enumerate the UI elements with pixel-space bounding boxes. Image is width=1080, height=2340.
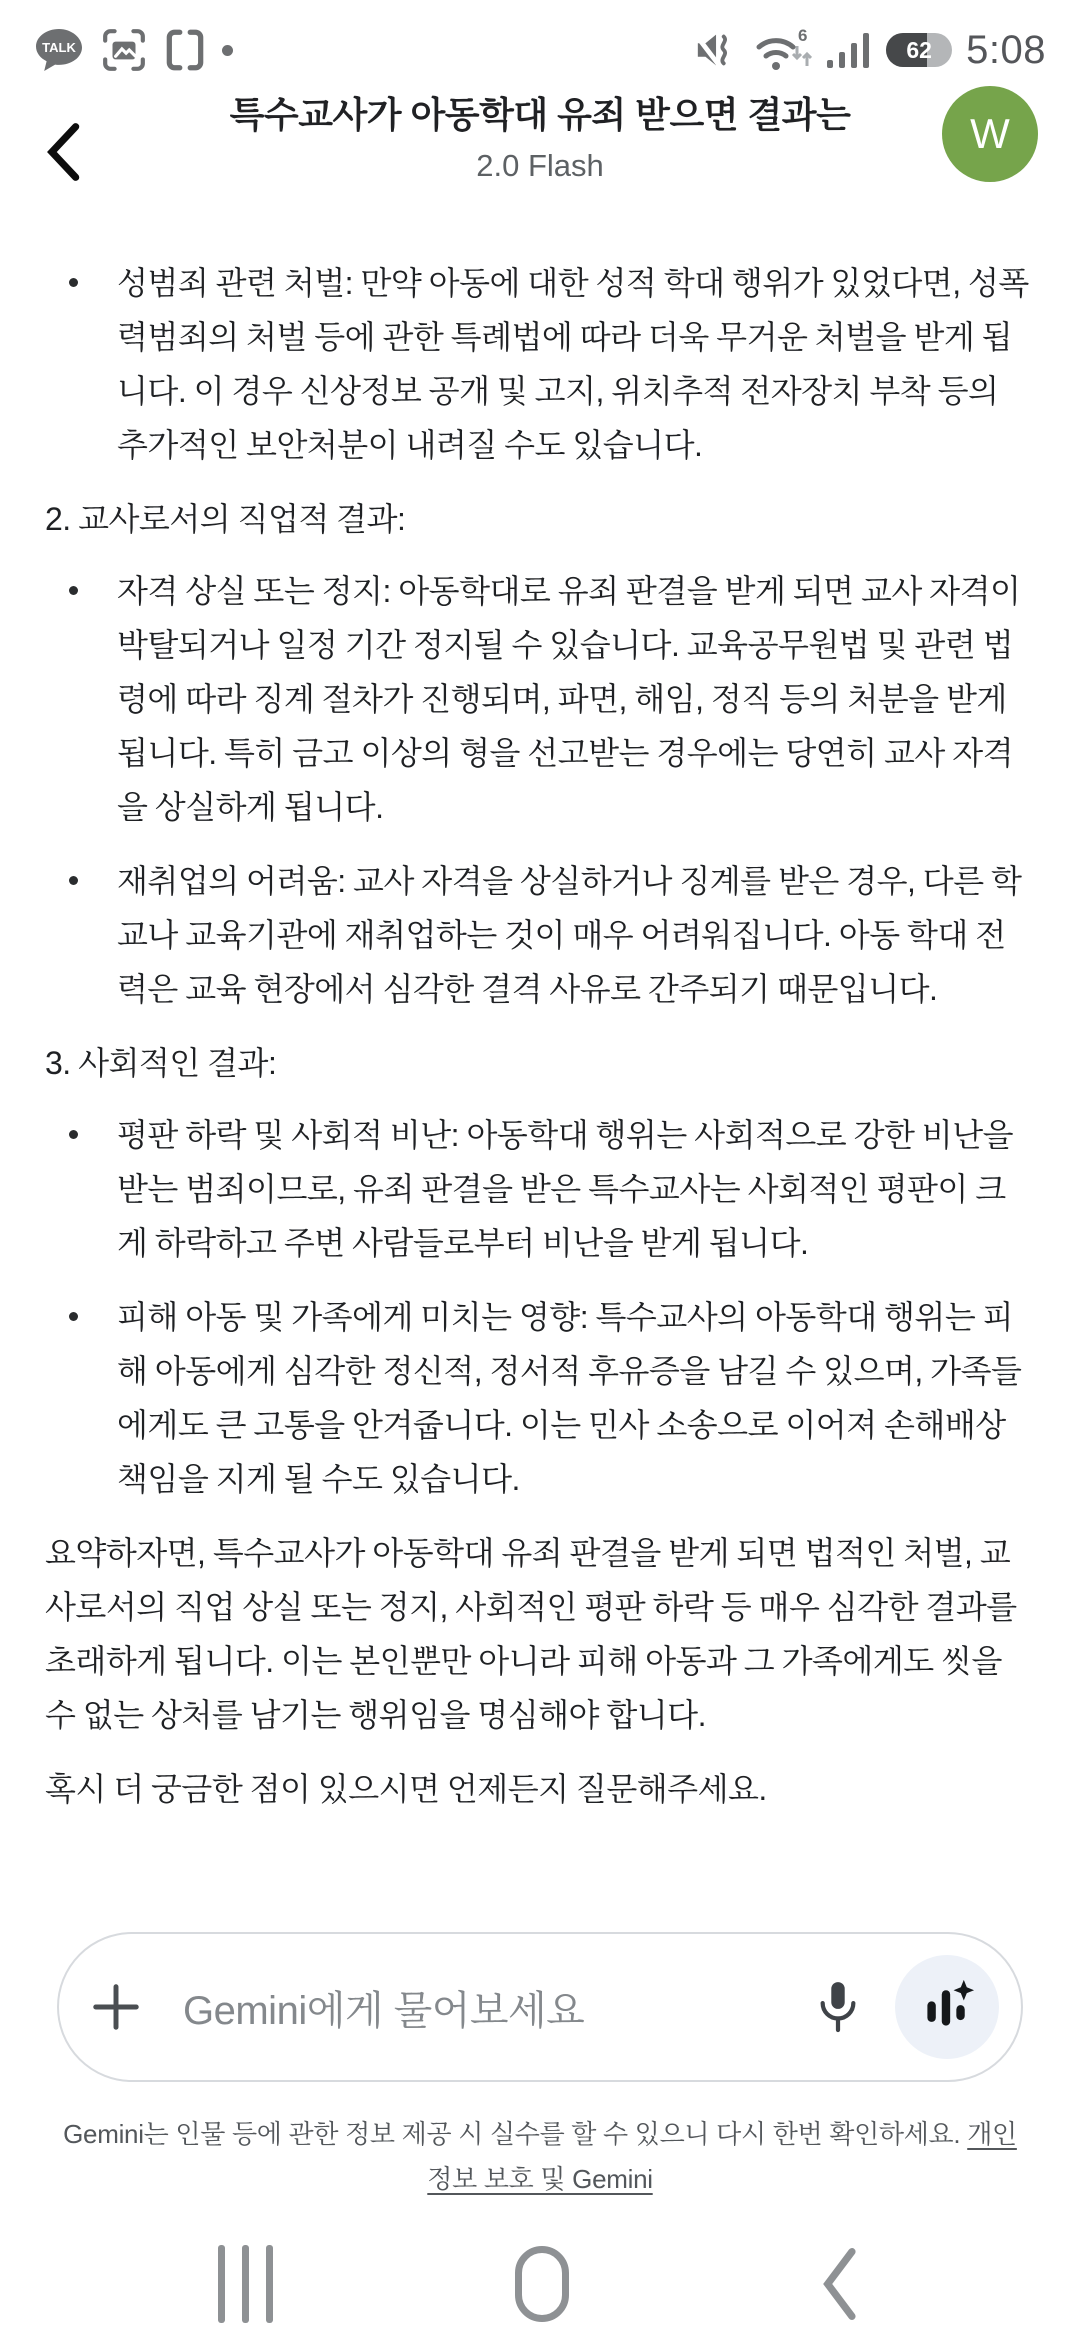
list-item: 재취업의 어려움: 교사 자격을 상실하거나 징계를 받은 경우, 다른 학교나 교육기관에 재취업하는 것이 매우 어려워집니다. 아동 학대 전력은 교육 현장에서 심각한 결격 사유로 간주되기 때문입니다.: [45, 854, 1035, 1016]
prompt-input-bar[interactable]: [57, 1932, 1023, 2082]
list-item: 자격 상실 또는 정지: 아동학대로 유죄 판결을 받게 되면 교사 자격이 박탈되거나 일정 기간 정지될 수 있습니다. 교육공무원법 및 관련 법령에 따라 징계 절차가 진행되며, 파면, 해임, 정직 등의 처분을 받게 됩니다. 특히 금고 이상의 형을 선고받는 경우에는 당연히 교사 자격을 상실하게 됩니다.: [45, 564, 1035, 834]
microphone-button[interactable]: [813, 1978, 863, 2036]
list-item: 평판 하락 및 사회적 비난: 아동학대 행위는 사회적으로 강한 비난을 받는 범죄이므로, 유죄 판결을 받은 특수교사는 사회적인 평판이 크게 하락하고 주변 사람들로부터 비난을 받게 됩니다.: [45, 1108, 1035, 1270]
system-navigation-bar: [0, 2232, 1080, 2336]
section-heading: 3. 사회적인 결과:: [45, 1045, 277, 1081]
clock: 5:08: [966, 27, 1046, 72]
signal-strength-icon: [826, 29, 872, 71]
plus-icon: [89, 1980, 143, 2034]
wifi-6-icon: [754, 26, 812, 74]
summary-paragraph: 요약하자면, 특수교사가 아동학대 유죄 판결을 받게 되면 법적인 처벌, 교사로서의 직업 상실 또는 정지, 사회적인 평판 하락 등 매우 심각한 결과를 초래하게 됩니다. 이는 본인뿐만 아니라 피해 아동과 그 가족에게도 씻을 수 없는 상처를 남기는 행위임을 명심해야 합니다.: [45, 1535, 1017, 1733]
chevron-back-icon: [818, 2245, 860, 2323]
home-button[interactable]: [487, 2232, 597, 2336]
recents-icon: [218, 2245, 273, 2323]
home-icon: [515, 2246, 569, 2322]
back-nav-button[interactable]: [784, 2232, 894, 2336]
account-avatar[interactable]: [942, 86, 1038, 182]
svg-text:TALK: TALK: [42, 40, 76, 55]
kakaotalk-notification-icon: [34, 27, 84, 73]
vibrate-mute-icon: [694, 29, 740, 71]
disclaimer-body: Gemini는 인물 등에 관한 정보 제공 시 실수를 할 수 있으니 다시 한번 확인하세요.: [63, 2119, 961, 2149]
section-heading: 2. 교사로서의 직업적 결과:: [45, 501, 406, 537]
model-selector[interactable]: 2.0 Flash: [476, 148, 604, 183]
disclaimer-text: [58, 2112, 1022, 2202]
assistant-message: [45, 256, 1035, 1916]
app-bar: [0, 82, 1080, 222]
add-attachment-button[interactable]: [89, 1980, 143, 2034]
privacy-link[interactable]: 개인 정보 보호 및 Gemini: [427, 2119, 1017, 2194]
closing-paragraph: 혹시 더 궁금한 점이 있으시면 언제든지 질문해주세요.: [45, 1771, 767, 1807]
svg-text:6: 6: [798, 26, 808, 45]
more-notifications-dot-icon: [222, 45, 233, 56]
list-item: 성범죄 관련 처벌: 만약 아동에 대한 성적 학대 행위가 있었다면, 성폭력범죄의 처벌 등에 관한 특례법에 따라 더욱 무거운 처벌을 받게 됩니다. 이 경우 신상정보 공개 및 고지, 위치추적 전자장치 부착 등의 추가적인 보안처분이 내려질 수도 있습니다.: [45, 256, 1035, 472]
list-item: 피해 아동 및 가족에게 미치는 영향: 특수교사의 아동학대 행위는 피해 아동에게 심각한 정신적, 정서적 후유증을 남길 수 있으며, 가족들에게도 큰 고통을 안겨줍니다. 이는 민사 소송으로 이어져 손해배상 책임을 지게 될 수도 있습니다.: [45, 1290, 1035, 1506]
avatar-letter: W: [970, 110, 1010, 157]
microphone-icon: [815, 1979, 861, 2035]
smart-capture-notification-icon: [164, 27, 206, 73]
prompt-input[interactable]: Gemini에게 물어보세요: [183, 1988, 585, 2033]
screenshot-notification-icon: [100, 27, 148, 73]
status-bar: [0, 16, 1080, 84]
conversation-title: 특수교사가 아동학대 유죄 받으면 결과는: [229, 94, 851, 135]
voice-waveform-sparkle-icon: [919, 1979, 975, 2035]
battery-indicator: [886, 33, 952, 67]
chevron-left-icon: [44, 121, 82, 183]
gemini-live-button[interactable]: [895, 1955, 999, 2059]
recents-button[interactable]: [190, 2232, 300, 2336]
battery-percent: 62: [906, 36, 932, 63]
back-button[interactable]: [44, 112, 88, 192]
